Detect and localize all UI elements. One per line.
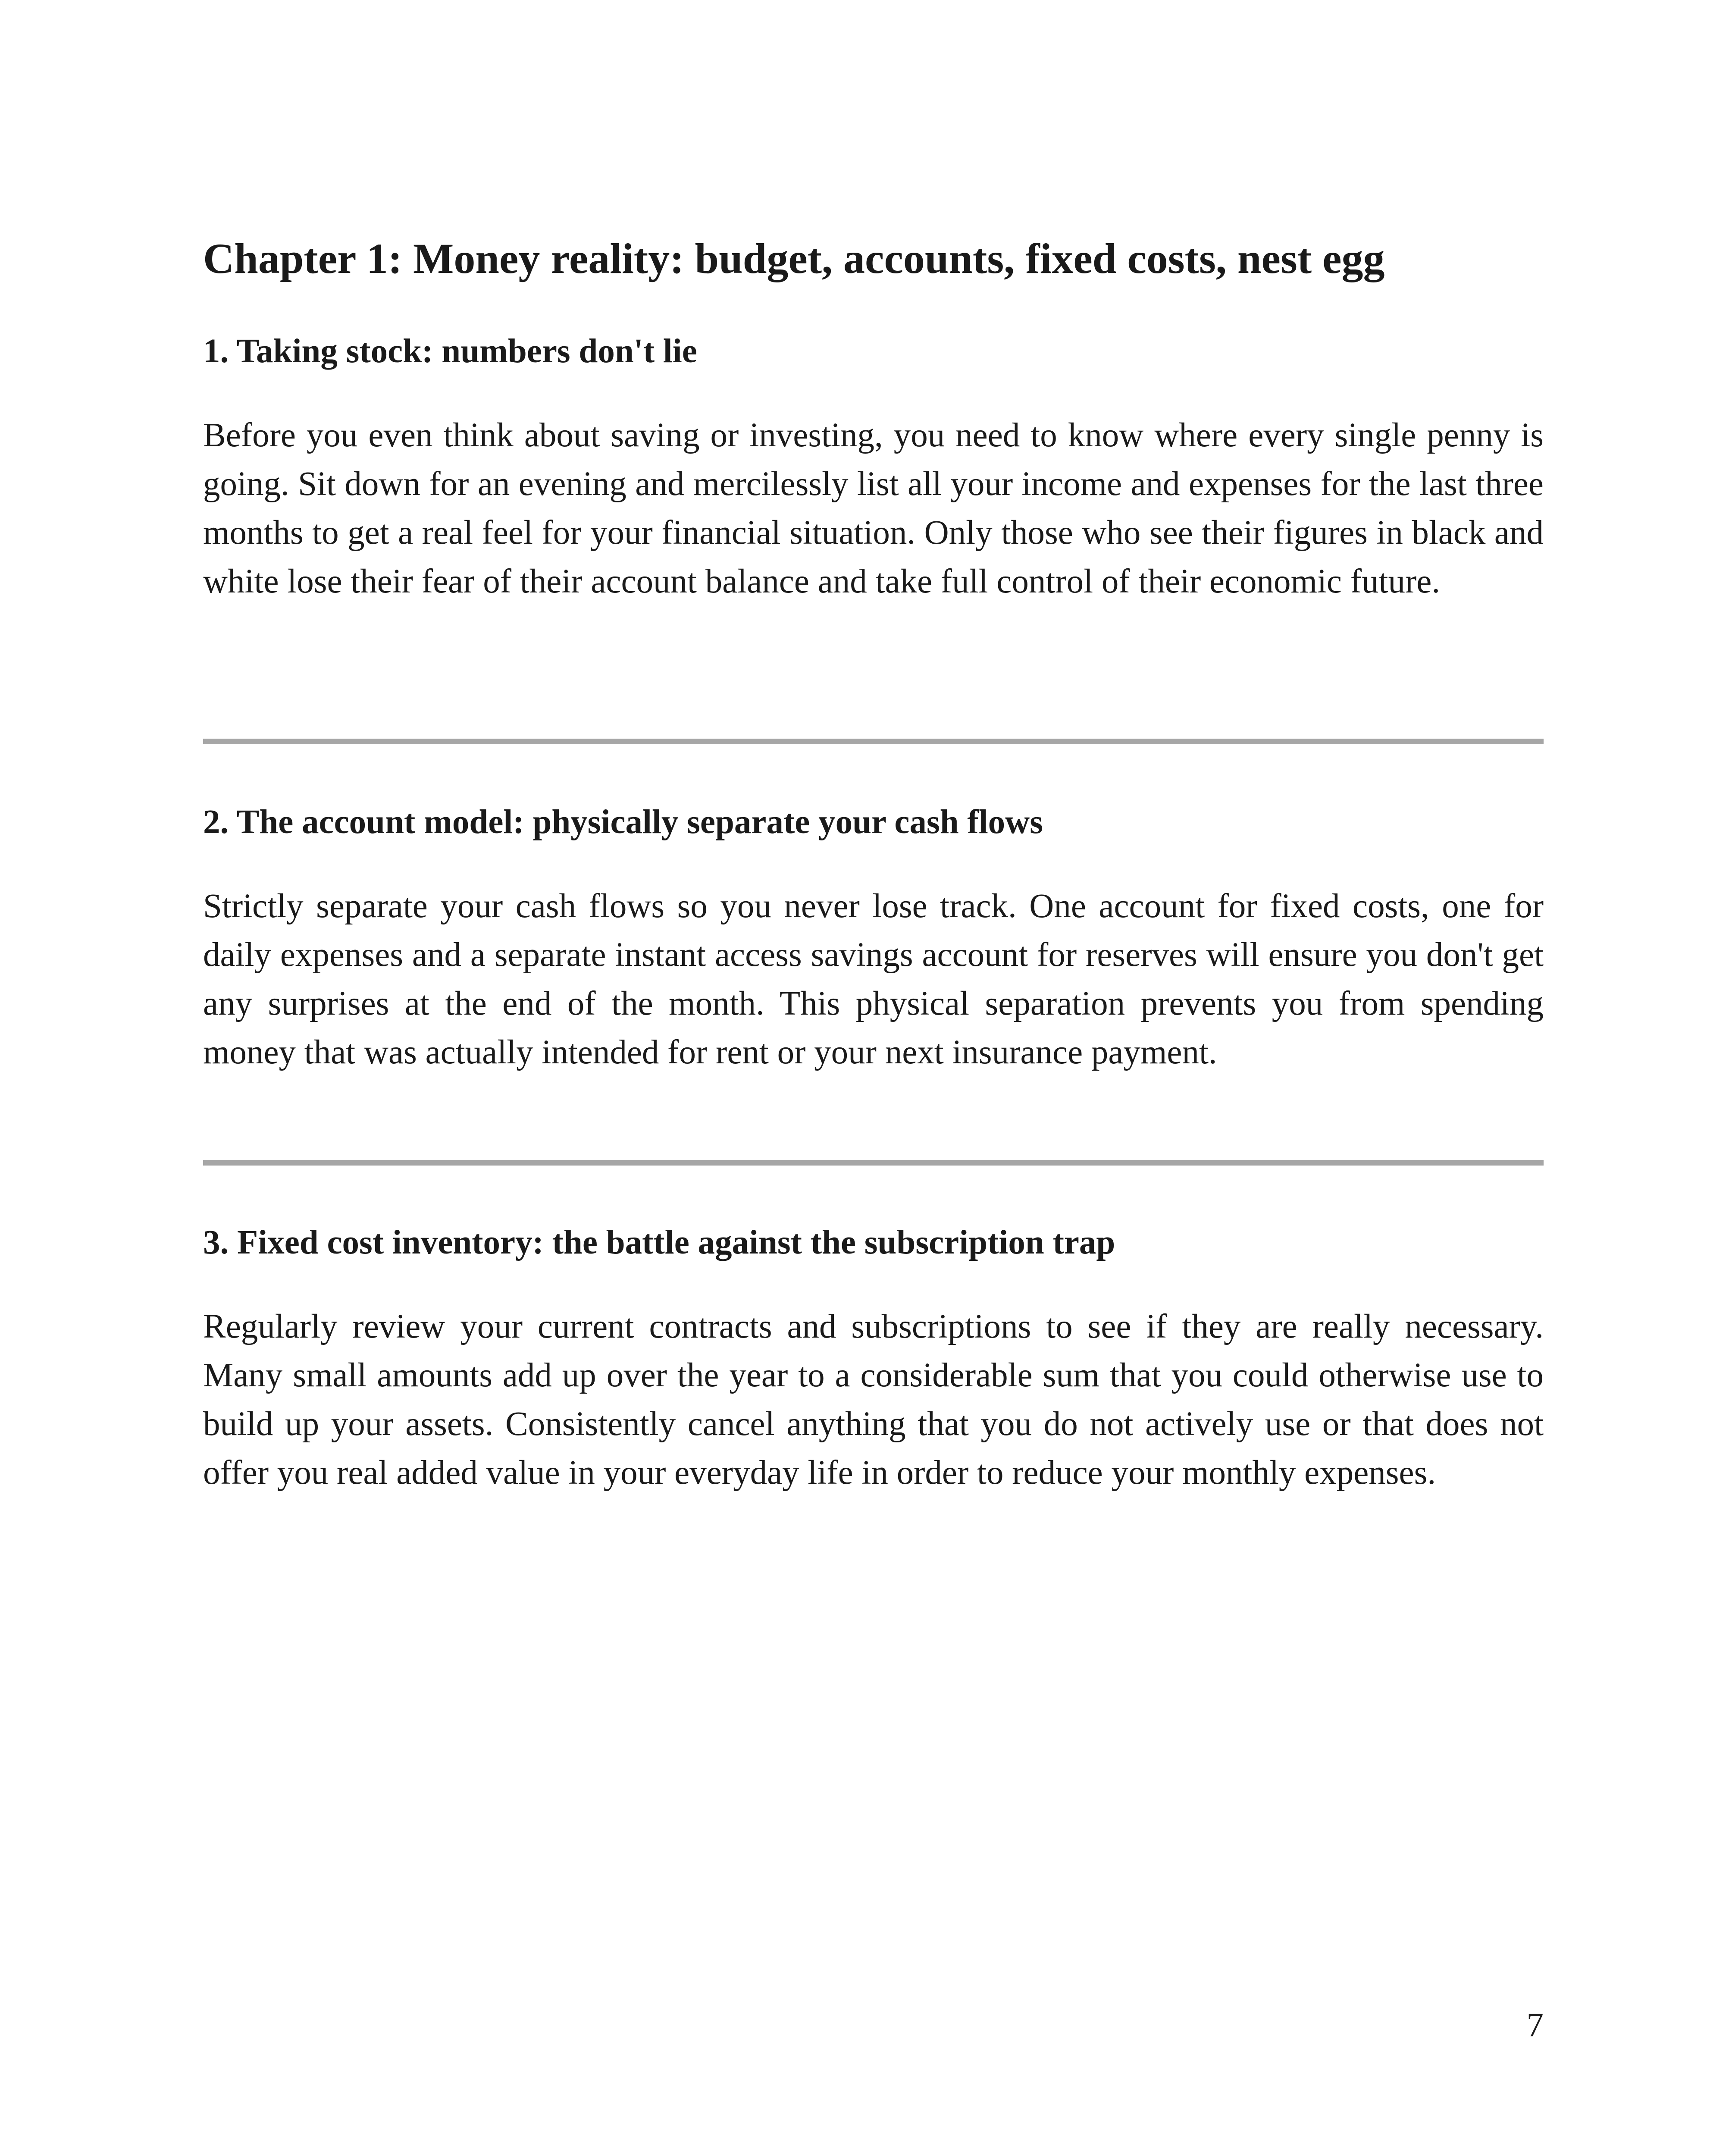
section-taking-stock bbox=[203, 331, 1544, 606]
section-body: Strictly separate your cash flows so you never lose track. One account for fixed costs, one for daily expenses and a separate instant access savings account for reserves will ensure you don't get any surprises at the end of the month. This physical separation prevents you from spending money that was actually intended for rent or your next insurance payment. bbox=[203, 887, 1544, 1071]
chapter-title: Chapter 1: Money reality: budget, accounts, fixed costs, nest egg bbox=[203, 235, 1385, 282]
section-divider bbox=[203, 739, 1544, 744]
section-body: Before you even think about saving or investing, you need to know where every single penny is going. Sit down for an evening and mercilessly list all your income and expenses for the last three months to get a real feel for your financial situation. Only those who see their figures in black and white lose their fear of their account balance and take full control of their economic future. bbox=[203, 416, 1544, 600]
section-heading: 1. Taking stock: numbers don't lie bbox=[203, 332, 697, 370]
document-page bbox=[203, 0, 1544, 2156]
section-fixed-cost-inventory bbox=[203, 1222, 1544, 1497]
section-account-model bbox=[203, 802, 1544, 1077]
section-heading: 3. Fixed cost inventory: the battle against the subscription trap bbox=[203, 1224, 1115, 1261]
page-number: 7 bbox=[1526, 2006, 1544, 2044]
section-body: Regularly review your current contracts and subscriptions to see if they are really necessary. Many small amounts add up over the year to a considerable sum that you could otherwise use to build up your assets. Consistently cancel anything that you do not actively use or that does not offer you real added value in your everyday life in order to reduce your monthly expenses. bbox=[203, 1307, 1544, 1492]
section-heading: 2. The account model: physically separate your cash flows bbox=[203, 803, 1043, 841]
section-divider bbox=[203, 1160, 1544, 1166]
